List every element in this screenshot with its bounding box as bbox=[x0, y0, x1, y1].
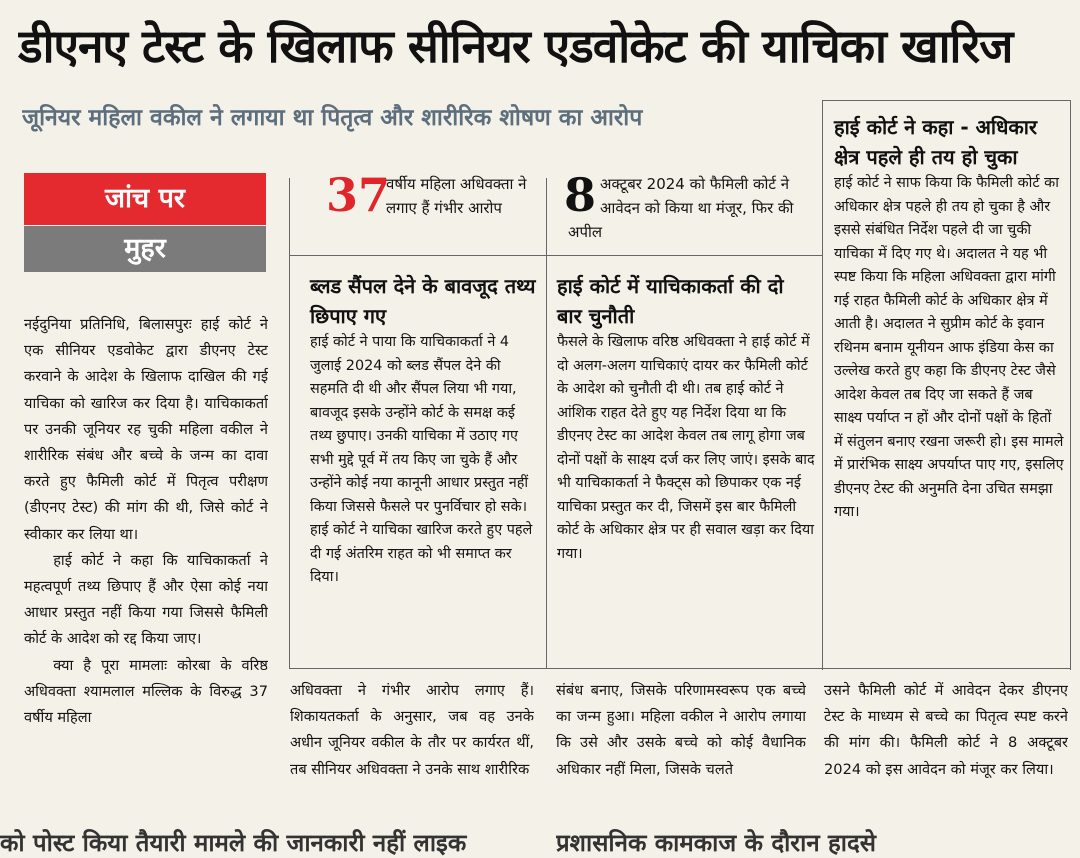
fact1-text-content: वर्षीय महिला अधिवक्ता ने लगाए हैं गंभीर आरोप bbox=[386, 175, 527, 217]
divider-right-box-edge bbox=[1070, 100, 1071, 670]
bottom-column-2: अधिवक्ता ने गंभीर आरोप लगाए हैं। शिकायतकर्ता के अनुसार, जब वह उनके अधीन जूनियर वकील के तौर पर कार्यरत थीं, तब सीनियर अधिवक्ता ने उनके साथ शारीरिक bbox=[290, 682, 534, 778]
next-story-right: प्रशासनिक कामकाज के दौरान हादसे bbox=[556, 829, 876, 857]
fact2-text-content: अक्टूबर 2024 को फैमिली कोर्ट ने आवेदन को किया था मंजूर, फिर की अपील bbox=[568, 175, 794, 241]
headline: डीएनए टेस्ट के खिलाफ सीनियर एडवोकेट की याचिका खारिज bbox=[18, 19, 1013, 73]
left-paragraph-2: हाई कोर्ट ने कहा कि याचिकाकर्ता ने महत्वपूर्ण तथ्य छिपाए हैं और ऐसा कोई नया आधार प्रस्तुत नहीं किया गया जिससे फैमिली कोर्ट के आदेश को रद्द किया जाए। bbox=[24, 551, 268, 648]
box1-body: हाई कोर्ट ने पाया कि याचिकाकर्ता ने 4 जुलाई 2024 को ब्लड सैंपल देने की सहमति दी थी और सैंपल लिया भी गया, बावजूद इसके उन्होंने कोर्ट के समक्ष कई तथ्य छुपाए। उनकी याचिका में उठाए गए सभी मुद्दे पूर्व में तय किए जा चुके हैं और उन्होंने कोई नया कानूनी आधार प्रस्तुत नहीं किया जिससे फैसले पर पुनर्विचार हो सके। हाई कोर्ट ने याचिका खारिज करते हुए पहले दी गई अंतरिम राहत को भी समाप्त कर दिया। bbox=[310, 334, 533, 585]
fact2-number: 8 bbox=[564, 168, 597, 222]
tag-line-1: जांच पर bbox=[24, 173, 266, 225]
bottom-column-4: उसने फैमिली कोर्ट में आवेदन देकर डीएनए टेस्ट के माध्यम से बच्चे का पितृत्व स्पष्ट करने की मांग की। फैमिली कोर्ट ने 8 अक्टूबर 2024 को इस आवेदन को मंजूर कर लिया। bbox=[824, 682, 1068, 778]
box1-title: ब्लड सैंपल देने के बावजूद तथ्य छिपाए गए bbox=[310, 274, 536, 328]
bottom-column-3: संबंध बनाए, जिसके परिणामस्वरूप एक बच्चे का जन्म हुआ। महिला वकील ने आरोप लगाया कि उसे और उसके बच्चे को कोई वैधानिक अधिकार नहीं मिला, जिसके चलते bbox=[556, 682, 806, 778]
left-paragraph-3: क्या है पूरा मामलाः कोरबा के वरिष्ठ अधिवक्ता श्यामलाल मल्लिक के विरुद्ध 37 वर्षीय महिला bbox=[24, 656, 268, 727]
fact2-text bbox=[568, 172, 818, 254]
left-column bbox=[24, 312, 268, 812]
box1 bbox=[310, 271, 536, 661]
box2-body: फैसले के खिलाफ वरिष्ठ अधिवक्ता ने हाई कोर्ट में दो अलग-अलग याचिकाएं दायर कर फैमिली कोर्ट के आदेश को चुनौती दी थी। तब हाई कोर्ट ने आंशिक राहत देते हुए यह निर्देश दिया था कि डीएनए टेस्ट का आदेश केवल तब लागू होगा जब दोनों पक्षों के साक्ष्य दर्ज कर लिए जाएं। इसके बाद भी याचिकाकर्ता ने फैक्ट्स को छिपाकर एक नई याचिका प्रस्तुत कर दी, जिसमें इस बार फैमिली कोर्ट के अधिकार क्षेत्र पर ही सवाल खड़ा कर दिया गया। bbox=[557, 334, 815, 562]
divider-top-right-box bbox=[822, 100, 1070, 101]
subheadline: जूनियर महिला वकील ने लगाया था पितृत्व और शारीरिक शोषण का आरोप bbox=[22, 105, 643, 131]
left-paragraph-1: नईदुनिया प्रतिनिधि, बिलासपुरः हाई कोर्ट ने एक सीनियर एडवोकेट द्वारा डीएनए टेस्ट करवाने के आदेश के खिलाफ दाखिल की गई याचिका को खारिज कर दिया है। याचिकाकर्ता पर उनकी जूनियर रह चुकी महिला वकील ने शारीरिक संबंध और बच्चे के जन्म का दावा करते हुए फैमिली कोर्ट में पितृत्व परीक्षण (डीएनए टेस्ट) की मांग की थी, जिसे कोर्ट ने स्वीकार कर लिया था। bbox=[24, 316, 268, 543]
box2-title: हाई कोर्ट में याचिकाकर्ता की दो बार चुनौती bbox=[557, 274, 784, 328]
fact1-text bbox=[312, 168, 532, 254]
box2 bbox=[557, 271, 815, 661]
next-story-left: को पोस्ट किया तैयारी मामले की जानकारी नहीं लाइक bbox=[0, 829, 467, 857]
divider-left-box bbox=[289, 178, 290, 668]
divider-box-bottom bbox=[289, 668, 1070, 669]
tag-line-2: मुहर bbox=[24, 226, 266, 272]
fact1-number: 37 bbox=[326, 168, 391, 222]
box3 bbox=[834, 112, 1064, 662]
box3-body: हाई कोर्ट ने साफ किया कि फैमिली कोर्ट का अधिकार क्षेत्र पहले ही तय हो चुका है और इससे संबंधित निर्देश पहले दी जा चुकी याचिका में दिए गए थे। अदालत ने यह भी स्पष्ट किया कि महिला अधिवक्ता द्वारा मांगी गई राहत फैमिली कोर्ट के अधिकार क्षेत्र में आती है। अदालत ने सुप्रीम कोर्ट के इवान रथिनम बनाम यूनीयन आफ इंडिया केस का उल्लेख करते हुए कहा कि डीएनए टेस्ट जैसे आदेश केवल तब दिए जा सकते हैं जब साक्ष्य पर्याप्त न हों और दोनों पक्षों के हितों में संतुलन बनाए रखना जरूरी हो। इस मामले में प्रारंभिक साक्ष्य अपर्याप्त पाए गए, इसलिए डीएनए टेस्ट की अनुमति देना उचित समझा गया। bbox=[834, 175, 1064, 520]
divider-facts bbox=[289, 255, 822, 256]
box3-title: हाई कोर्ट ने कहा - अधिकार क्षेत्र पहले ही तय हो चुका bbox=[834, 115, 1038, 169]
divider-right-box bbox=[822, 100, 823, 670]
divider-mid-box bbox=[546, 178, 547, 668]
